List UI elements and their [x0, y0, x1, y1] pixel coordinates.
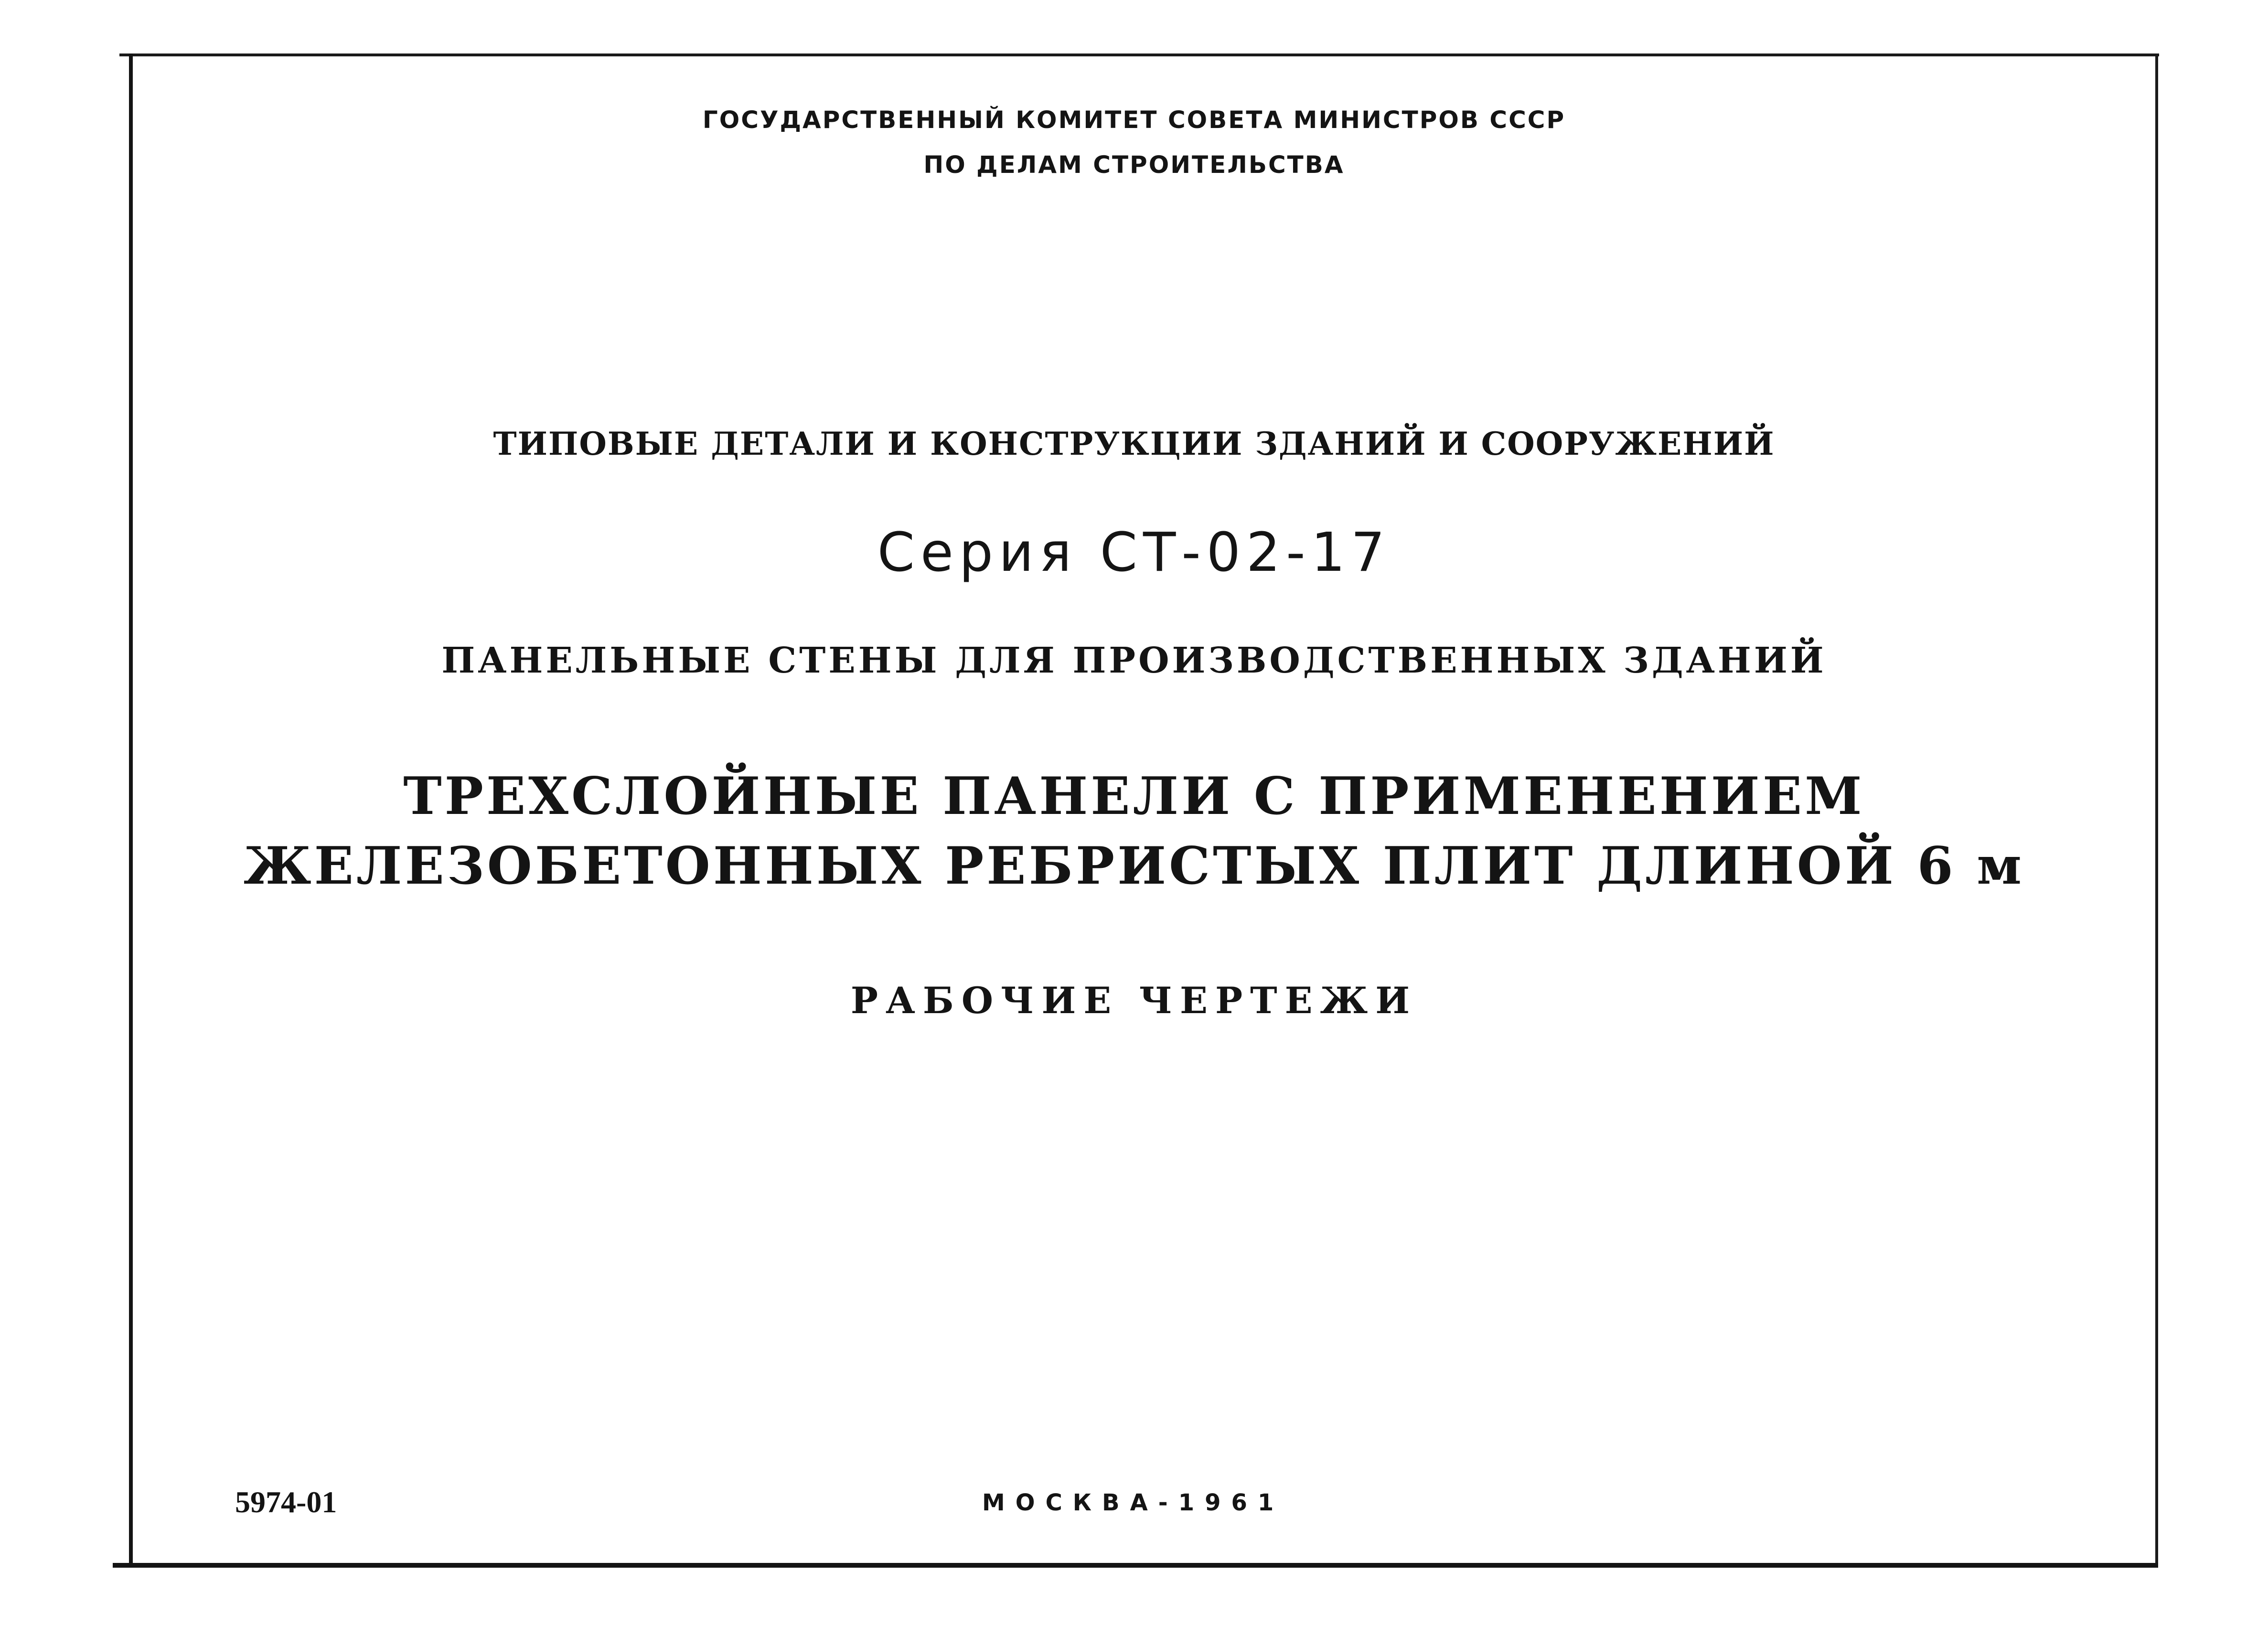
subtitle: ПАНЕЛЬНЫЕ СТЕНЫ ДЛЯ ПРОИЗВОДСТВЕННЫХ ЗДАНИЙ — [441, 640, 1827, 681]
series-title: Серия СТ-02-17 — [877, 522, 1391, 584]
committee-line-1: ГОСУДАРСТВЕННЫЙ КОМИТЕТ СОВЕТА МИНИСТРОВ СССР — [702, 106, 1566, 134]
frame-top-border — [119, 53, 2159, 56]
main-title-line-1: ТРЕХСЛОЙНЫЕ ПАНЕЛИ С ПРИМЕНЕНИЕМ — [403, 766, 1865, 826]
committee-line-2: ПО ДЕЛАМ СТРОИТЕЛЬСТВА — [923, 151, 1345, 179]
document-number: 5974-01 — [235, 1485, 337, 1519]
frame-bottom-border — [113, 1563, 2158, 1568]
series-caption: ТИПОВЫЕ ДЕТАЛИ И КОНСТРУКЦИИ ЗДАНИЙ И СООРУЖЕНИЙ — [493, 425, 1775, 462]
main-title-line-2: ЖЕЛЕЗОБЕТОННЫХ РЕБРИСТЫХ ПЛИТ ДЛИНОЙ 6 м — [243, 836, 2025, 896]
place-and-year: МОСКВА-1961 — [982, 1489, 1284, 1516]
document-type: РАБОЧИЕ ЧЕРТЕЖИ — [850, 979, 1418, 1022]
